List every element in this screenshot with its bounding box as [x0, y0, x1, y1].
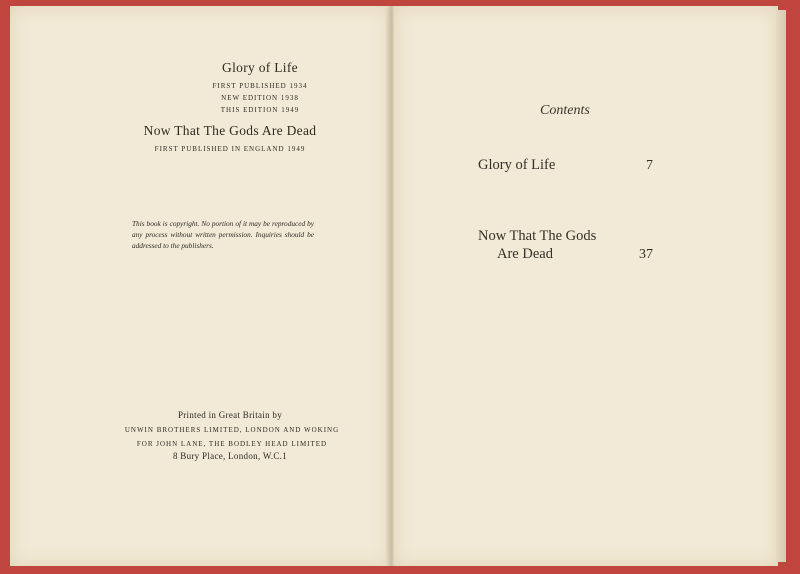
printer-line-1: Printed in Great Britain by — [177, 410, 283, 420]
title-glory-of-life: Glory of Life — [222, 60, 298, 75]
edition-line-3: THIS EDITION 1949 — [220, 106, 300, 114]
title-now-that-the-gods-are-dead: Now That The Gods Are Dead — [143, 123, 317, 138]
printer-line-2: UNWIN BROTHERS LIMITED, LONDON AND WOKING — [124, 426, 340, 434]
left-page — [10, 6, 390, 566]
toc-entry-page: 37 — [639, 247, 653, 262]
edition-line-1: FIRST PUBLISHED 1934 — [212, 82, 308, 90]
toc-entry-title-continued: Are Dead — [497, 246, 553, 262]
printer-line-4: 8 Bury Place, London, W.C.1 — [172, 451, 288, 461]
edition-line-4: FIRST PUBLISHED IN ENGLAND 1949 — [154, 145, 306, 153]
printer-line-3: FOR JOHN LANE, THE BODLEY HEAD LIMITED — [136, 440, 328, 448]
toc-entry-title: Glory of Life — [478, 157, 556, 173]
toc-entry-title: Now That The Gods — [478, 228, 597, 244]
copyright-notice: This book is copyright. No portion of it may be reproduced by any process without written permission. Inquiries should be addressed to the publishers. — [132, 219, 314, 250]
toc-entry-page: 7 — [646, 158, 653, 173]
contents-heading: Contents — [540, 103, 590, 118]
page-edges — [776, 10, 786, 562]
right-page — [394, 6, 778, 566]
edition-line-2: NEW EDITION 1938 — [221, 94, 299, 102]
